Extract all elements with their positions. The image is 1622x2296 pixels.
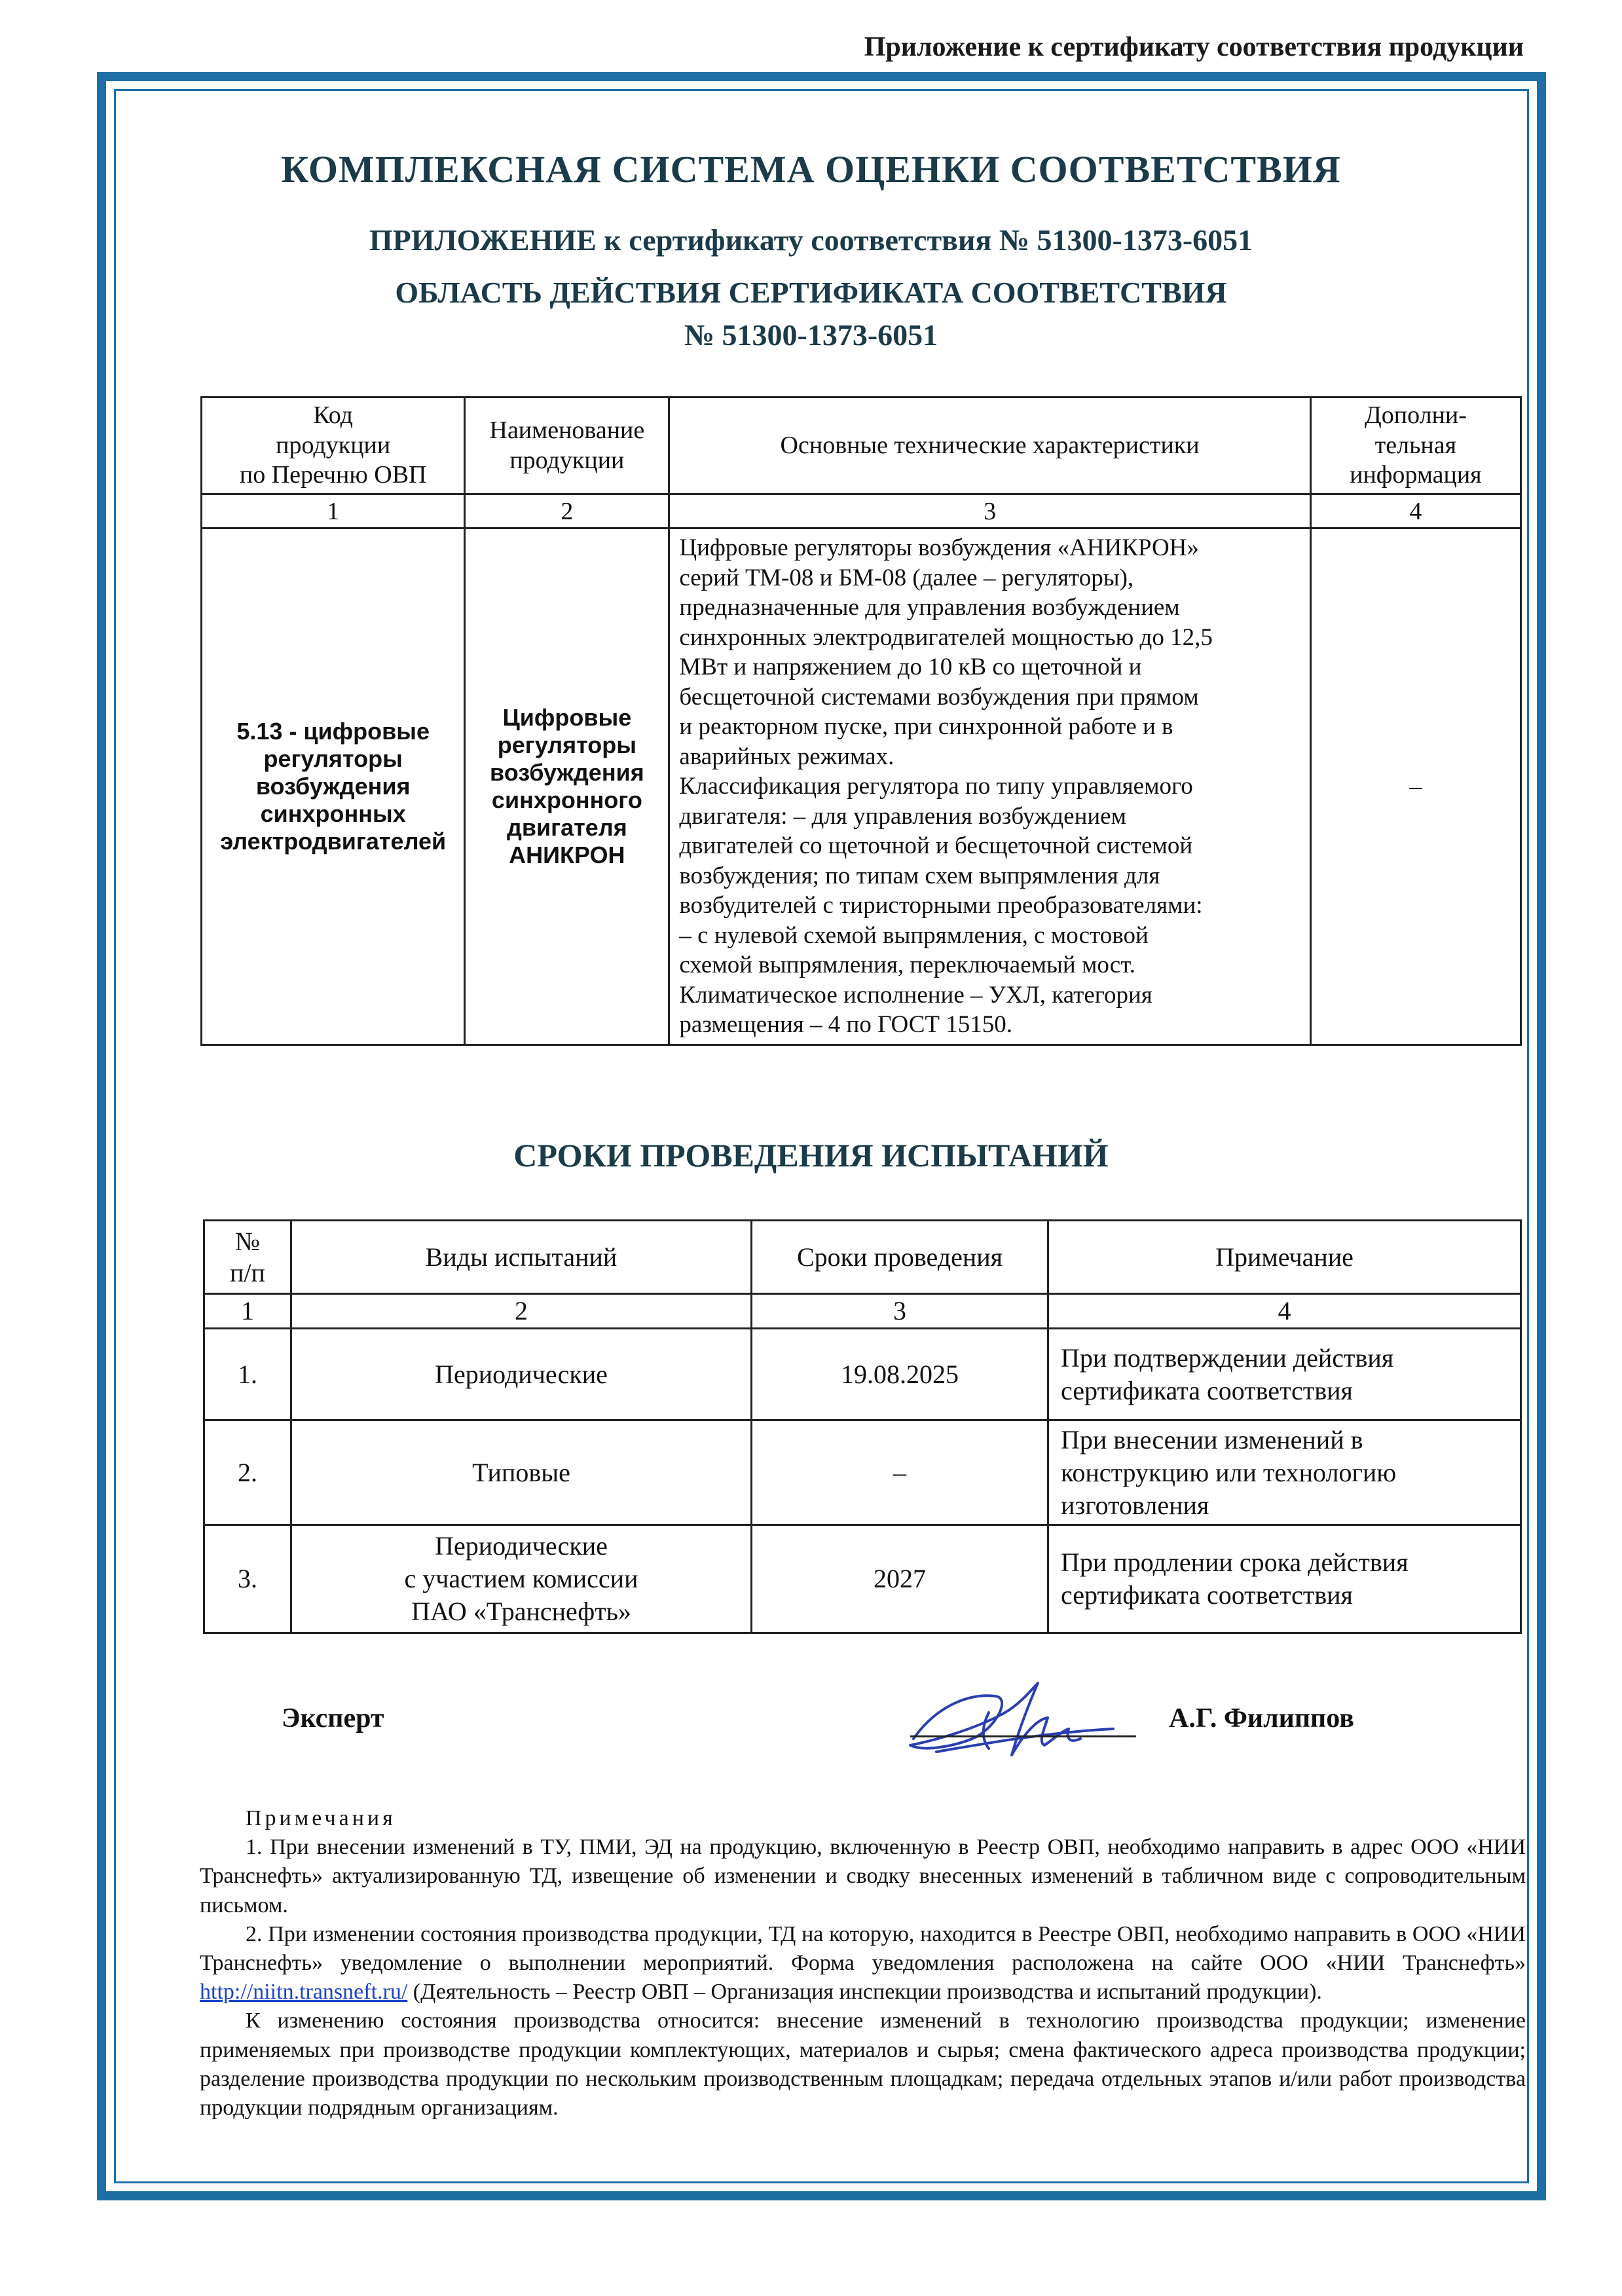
column-number: 4 [1048, 1294, 1521, 1329]
characteristics-line: возбуждения; по типам схем выпрямления для [679, 862, 1160, 889]
name-line: Цифровые [502, 703, 632, 731]
tests-table-header [204, 1221, 1521, 1294]
header-line: продукции [509, 446, 625, 474]
code-line: 5.13 - цифровые [236, 717, 430, 745]
table-row [204, 1420, 1521, 1525]
characteristics-line: Классификация регулятора по типу управляемого [679, 773, 1193, 800]
column-number: 3 [752, 1294, 1048, 1329]
note-text: (Деятельность – Реестр ОВП – Организация инспекции производства и испытаний продукции). [407, 1980, 1322, 2005]
column-number: 3 [669, 494, 1310, 528]
test-type [291, 1420, 752, 1525]
header-line: тельная [1374, 431, 1457, 459]
characteristics-cell [669, 528, 1310, 1045]
characteristics-line: двигателей со щеточной и бесщеточной системой [679, 832, 1193, 859]
table-row [204, 1525, 1521, 1633]
column-number: 1 [204, 1294, 291, 1329]
characteristics-line: серий ТМ-08 и БМ-08 (далее – регуляторы), [679, 564, 1134, 591]
header-line: п/п [230, 1257, 265, 1287]
name-line: возбуждения [490, 758, 644, 786]
characteristics-line: размещения – 4 по ГОСТ 15150. [679, 1011, 1012, 1038]
characteristics-line: схемой выпрямления, переключаемый мост. [679, 952, 1135, 978]
characteristics-line: двигателя: – для управления возбуждением [679, 802, 1127, 830]
column-number: 2 [465, 494, 669, 528]
code-line: синхронных [260, 800, 406, 827]
test-date: 2027 [752, 1525, 1048, 1633]
header-additional [1310, 398, 1521, 494]
product-code-cell [202, 528, 465, 1045]
note-text: 2. При изменении состояния производства продукции, ТД на которую, находится в Реестре ОВП, необходимо направить в ООО «НИИ Транснефть» уведомление о выполнении мероприятий. Форма уведомления расположена на сайте ООО «НИИ Транснефть» [200, 1921, 1526, 1975]
characteristics-line: и реакторном пуске, при синхронной работе и в [679, 713, 1173, 740]
name-line: АНИКРОН [509, 841, 625, 868]
name-line: синхронного [491, 786, 642, 813]
scope-table-column-numbers [202, 494, 1521, 528]
test-type-line: ПАО «Транснефть» [411, 1597, 631, 1626]
header-line: Код [313, 401, 354, 430]
header-number [204, 1221, 291, 1294]
scope-title-line2: № 51300-1373-6051 [684, 318, 938, 352]
tests-table [203, 1219, 1522, 1634]
note-line: При внесении изменений в [1061, 1424, 1363, 1454]
header-line: по Перечню ОВП [239, 461, 427, 489]
characteristics-line: аварийных режимах. [679, 743, 894, 770]
name-line: двигателя [507, 813, 627, 841]
transneft-site-link[interactable]: http://niitn.transneft.ru/ [200, 1980, 408, 2005]
appendix-subtitle: ПРИЛОЖЕНИЕ к сертификату соответствия № 51300-1373-6051 [369, 223, 1253, 257]
signature-image [897, 1667, 1133, 1785]
note-line: сертификата соответствия [1061, 1580, 1353, 1610]
test-note [1048, 1420, 1521, 1525]
scope-title-line1: ОБЛАСТЬ ДЕЙСТВИЯ СЕРТИФИКАТА СООТВЕТСТВИЯ [395, 276, 1227, 309]
scope-table [200, 396, 1522, 1046]
characteristics-line: Климатическое исполнение – УХЛ, категория [679, 981, 1152, 1009]
row-number: 2. [204, 1420, 291, 1525]
tests-table-column-numbers [204, 1294, 1521, 1329]
characteristics-line: синхронных электродвигателей мощностью до 12,5 [679, 623, 1213, 651]
test-type-line: Периодические [435, 1531, 608, 1561]
note-line: При продлении срока действия [1061, 1547, 1409, 1577]
header-name [465, 398, 669, 494]
product-name-cell [465, 528, 669, 1045]
document-title: КОМПЛЕКСНАЯ СИСТЕМА ОЦЕНКИ СООТВЕТСТВИЯ [281, 148, 1341, 191]
note-paragraph-3: К изменению состояния производства относится: внесение изменений в технологию производства продукции; изменение применяемых при производстве продукции комплектующих, материалов и сырья; смена фактического адреса производства продукции; разделение производства продукции по нескольким производственным площадкам; передача отдельных этапов и/или работ производства продукции подрядным организациям. [200, 2009, 1526, 2120]
test-date: – [752, 1420, 1048, 1525]
column-number: 4 [1310, 494, 1521, 528]
tests-title: СРОКИ ПРОВЕДЕНИЯ ИСПЫТАНИЙ [513, 1137, 1109, 1174]
scope-table-row [202, 528, 1521, 1045]
note-paragraph-1: 1. При внесении изменений в ТУ, ПМИ, ЭД на продукцию, включенную в Реестр ОВП, необходимо направить в адрес ООО «НИИ Транснефть» актуализированную ТД, извещение об изменении и сводку внесенных изменений в табличном виде с сопроводительным письмом. [200, 1835, 1526, 1917]
test-type-line: Периодические [435, 1359, 608, 1389]
note-line: При подтверждении действия [1061, 1342, 1394, 1373]
characteristics-line: Цифровые регуляторы возбуждения «АНИКРОН» [679, 534, 1199, 561]
header-line: Дополни- [1364, 401, 1467, 430]
note-line: конструкцию или технологию [1061, 1457, 1397, 1487]
header-code [202, 398, 465, 494]
note-line: изготовления [1061, 1490, 1209, 1520]
notes-section [200, 1804, 1526, 2122]
signer-name: А.Г. Филиппов [1169, 1703, 1354, 1733]
characteristics-line: возбудителей с тиристорными преобразователями: [679, 892, 1203, 919]
expert-label: Эксперт [282, 1703, 384, 1733]
column-number: 1 [202, 494, 465, 528]
signature-line [910, 1735, 1136, 1737]
test-date: 19.08.2025 [752, 1329, 1048, 1420]
note-line: сертификата соответствия [1061, 1375, 1353, 1405]
characteristics-line: МВт и напряжением до 10 кВ со щеточной и [679, 654, 1142, 680]
header-caption: Приложение к сертификату соответствия продукции [864, 32, 1524, 62]
additional-info-cell: – [1310, 528, 1521, 1045]
header-line: информация [1350, 461, 1482, 489]
header-line: продукции [276, 431, 391, 459]
scope-table-header [202, 398, 1521, 494]
test-type [291, 1329, 752, 1420]
column-number: 2 [291, 1294, 752, 1329]
header-note: Примечание [1048, 1221, 1521, 1294]
code-line: электродвигателей [220, 827, 447, 855]
test-type-line: с участием комиссии [404, 1564, 638, 1593]
test-note [1048, 1525, 1521, 1633]
test-note [1048, 1329, 1521, 1420]
header-characteristics: Основные технические характеристики [669, 398, 1310, 494]
note-paragraph-2 [200, 1920, 1526, 2007]
header-line: Наименование [489, 416, 645, 444]
code-line: возбуждения [255, 772, 411, 800]
characteristics-line: предназначенные для управления возбуждением [679, 594, 1180, 621]
characteristics-line: бесщеточной системами возбуждения при прямом [679, 683, 1199, 711]
row-number: 1. [204, 1329, 291, 1420]
test-type-line: Типовые [472, 1457, 570, 1487]
characteristics-line: – с нулевой схемой выпрямления, с мостовой [679, 921, 1149, 949]
test-type [291, 1525, 752, 1633]
code-line: регуляторы [263, 745, 403, 772]
header-test-type: Виды испытаний [291, 1221, 752, 1294]
notes-heading: Примечания [246, 1806, 396, 1830]
row-number: 3. [204, 1525, 291, 1633]
header-line: № [234, 1226, 261, 1256]
table-row [204, 1329, 1521, 1420]
name-line: регуляторы [497, 731, 637, 758]
header-dates: Сроки проведения [752, 1221, 1048, 1294]
